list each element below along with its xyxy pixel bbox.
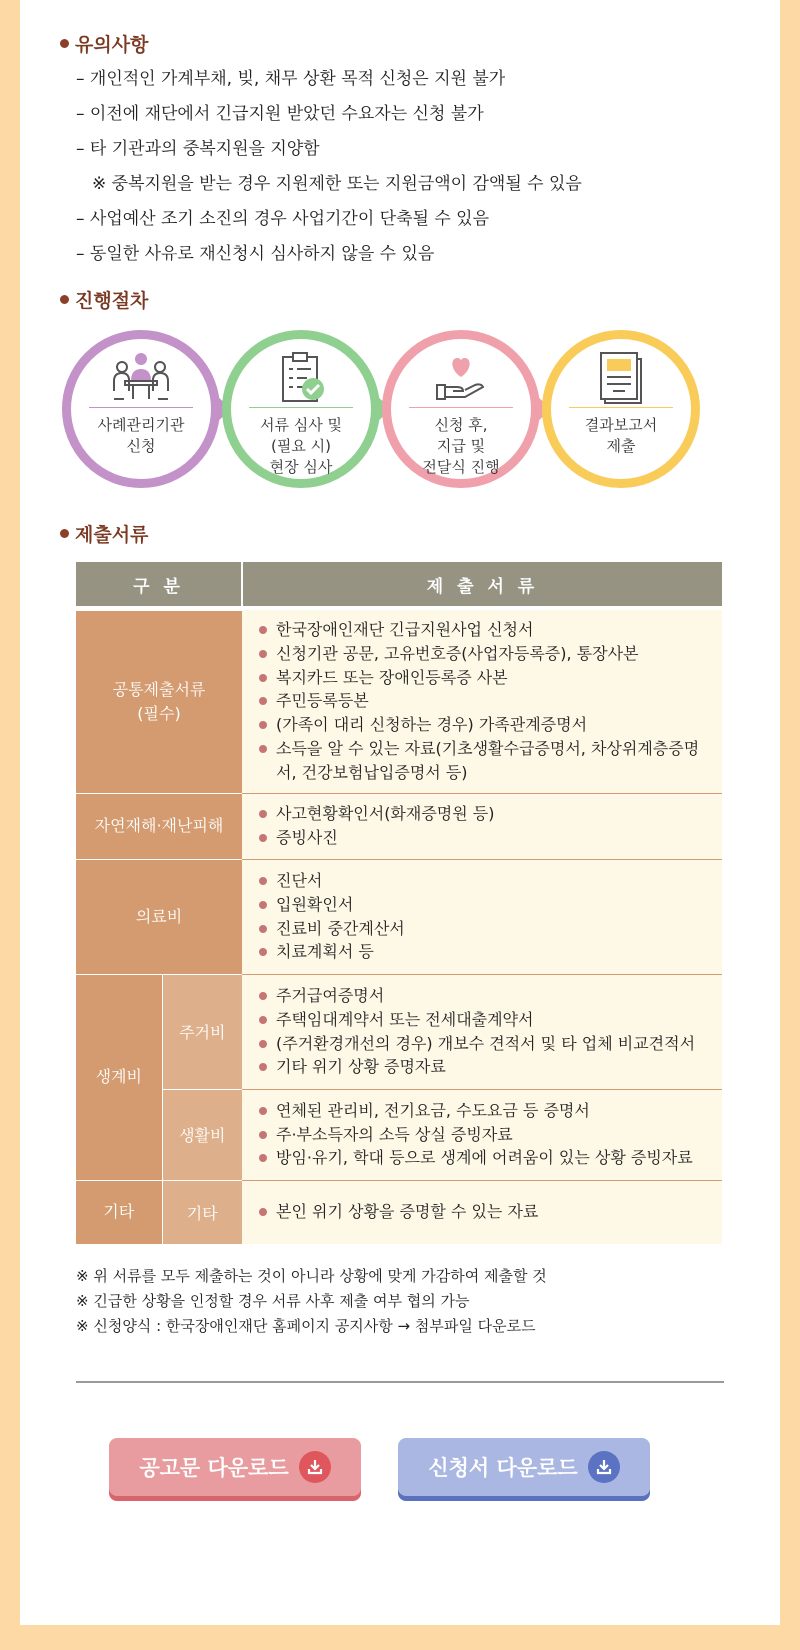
table-row (76, 793, 722, 859)
items-cell (242, 610, 722, 793)
notice-item: – 타 기관과의 중복지원을 지양함 (76, 139, 320, 159)
category-cell: 생계비 (76, 974, 162, 1180)
list-item: 신청기관 공문, 고유번호증(사업자등록증), 통장사본 (258, 642, 710, 666)
documents-table (76, 562, 722, 1244)
list-item: 사고현황확인서(화재증명원 등) (258, 802, 710, 826)
table-row (76, 859, 722, 974)
list-item: 증빙사진 (258, 826, 710, 850)
bullet-dot-icon (60, 39, 69, 48)
subcategory-cell: 기타 (162, 1180, 242, 1244)
list-item: 기타 위기 상황 증명자료 (258, 1055, 710, 1079)
process-step-payment (382, 330, 540, 488)
list-item: (가족이 대리 신청하는 경우) 가족관계증명서 (258, 713, 710, 737)
category-cell: 기타 (76, 1180, 162, 1244)
process-step-label: 신청 후, 지급 및 전달식 진행 (422, 416, 500, 476)
notice-download-button[interactable] (109, 1438, 361, 1496)
table-row (76, 1180, 722, 1244)
list-item: 주거급여증명서 (258, 984, 710, 1008)
application-download-label: 신청서 다운로드 (428, 1456, 578, 1480)
footnote-item: ※ 위 서류를 모두 제출하는 것이 아니라 상황에 맞게 가감하여 제출할 것 (76, 1267, 547, 1285)
items-cell (242, 793, 722, 859)
table-header-documents: 제 출 서 류 (242, 562, 722, 606)
table-row (76, 1089, 722, 1180)
list-item: 본인 위기 상황을 증명할 수 있는 자료 (258, 1200, 710, 1224)
divider (76, 1381, 724, 1383)
category-cell: 자연재해·재난피해 (76, 793, 242, 859)
list-item: 한국장애인재단 긴급지원사업 신청서 (258, 618, 710, 642)
process-section-title: 진행절차 (60, 286, 148, 313)
table-row (76, 974, 722, 1089)
process-step-label: 사례관리기관 신청 (97, 416, 185, 455)
process-step-label: 서류 심사 및 (필요 시) 현장 심사 (260, 416, 342, 476)
bullet-dot-icon (60, 295, 69, 304)
category-cell: 의료비 (76, 859, 242, 974)
bullet-dot-icon (60, 529, 69, 538)
notice-item: – 동일한 사유로 재신청시 심사하지 않을 수 있음 (76, 244, 435, 264)
download-icon (588, 1451, 620, 1483)
notice-item: – 개인적인 가계부채, 빚, 채무 상환 목적 신청은 지원 불가 (76, 69, 506, 89)
notice-item: – 이전에 재단에서 긴급지원 받았던 수요자는 신청 불가 (76, 104, 484, 124)
list-item: 소득을 알 수 있는 자료(기초생활수급증명서, 차상위계층증명서, 건강보험납입증명서 등) (258, 737, 710, 785)
meeting-icon (111, 351, 171, 405)
list-item: 진단서 (258, 869, 710, 893)
items-cell (242, 1089, 722, 1180)
list-item: 진료비 중간계산서 (258, 917, 710, 941)
notice-subitem: ※ 중복지원을 받는 경우 지원제한 또는 지원금액이 감액될 수 있음 (92, 174, 582, 194)
items-cell (242, 1180, 722, 1244)
footnotes (76, 1264, 547, 1339)
list-item: 입원확인서 (258, 893, 710, 917)
category-cell: 공통제출서류 (필수) (76, 610, 242, 793)
list-item: (주거환경개선의 경우) 개보수 견적서 및 타 업체 비교견적서 (258, 1032, 710, 1056)
items-cell (242, 974, 722, 1089)
heart-hand-icon (431, 351, 491, 405)
notice-section-title: 유의사항 (60, 30, 148, 57)
documents-section-title: 제출서류 (60, 520, 148, 547)
table-header-category: 구 분 (76, 562, 242, 606)
subcategory-cell: 생활비 (162, 1089, 242, 1180)
process-step-report (542, 330, 700, 488)
items-cell (242, 859, 722, 974)
list-item: 주택임대계약서 또는 전세대출계약서 (258, 1008, 710, 1032)
list-item: 연체된 관리비, 전기요금, 수도요금 등 증명서 (258, 1099, 710, 1123)
footnote-item: ※ 신청양식 : 한국장애인재단 홈페이지 공지사항 → 첨부파일 다운로드 (76, 1317, 536, 1335)
footnote-item: ※ 긴급한 상황을 인정할 경우 서류 사후 제출 여부 협의 가능 (76, 1292, 470, 1310)
notice-download-label: 공고문 다운로드 (139, 1456, 289, 1480)
notice-item: – 사업예산 조기 소진의 경우 사업기간이 단축될 수 있음 (76, 209, 490, 229)
subcategory-cell: 주거비 (162, 974, 242, 1089)
process-step-apply (62, 330, 220, 488)
list-item: 복지카드 또는 장애인등록증 사본 (258, 666, 710, 690)
list-item: 방임·유기, 학대 등으로 생계에 어려움이 있는 상황 증빙자료 (258, 1146, 710, 1170)
list-item: 주·부소득자의 소득 상실 증빙자료 (258, 1123, 710, 1147)
process-step-review (222, 330, 380, 488)
download-icon (299, 1451, 331, 1483)
list-item: 치료계획서 등 (258, 940, 710, 964)
process-flow (62, 330, 722, 490)
clipboard-check-icon (271, 351, 331, 405)
table-header-row (76, 562, 722, 606)
list-item: 주민등록등본 (258, 689, 710, 713)
application-download-button[interactable] (398, 1438, 650, 1496)
content-card (20, 0, 780, 1625)
process-step-label: 결과보고서 제출 (584, 416, 658, 455)
notice-list (76, 62, 582, 272)
document-icon (591, 351, 651, 405)
table-row (76, 610, 722, 793)
